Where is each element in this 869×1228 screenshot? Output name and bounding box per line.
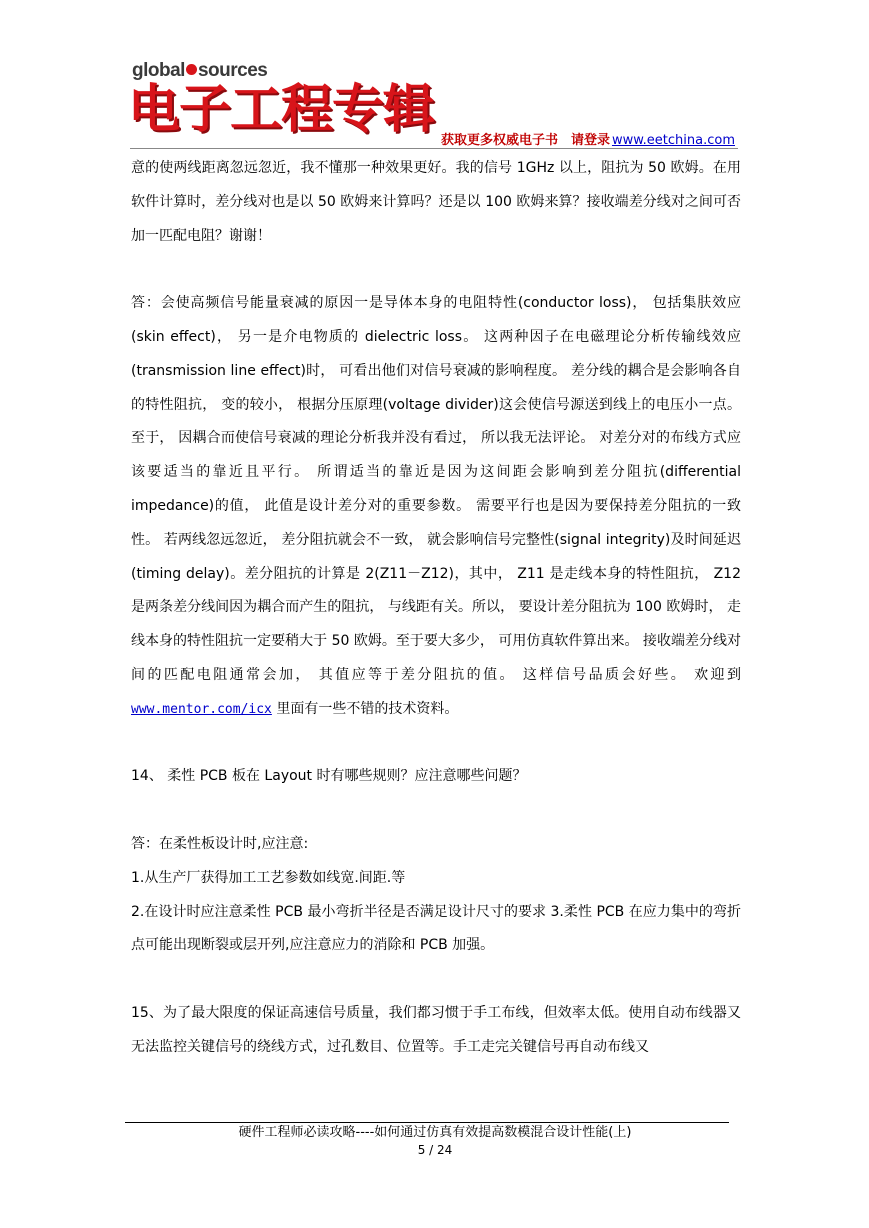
header-divider (130, 148, 738, 149)
logo-dot-icon (186, 64, 197, 75)
document-body (131, 152, 741, 1065)
header-url-link[interactable]: www.eetchina.com (611, 133, 735, 148)
footer-title: 硬件工程师必读攻略----如何通过仿真有效提高数模混合设计性能(上) (238, 1125, 632, 1140)
header-promo (441, 129, 735, 148)
answer-13-text: 答：会使高频信号能量衰减的原因一是导体本身的电阻特性(conductor loss)， 包括集肤效应(skin effect)， 另一是介电物质的 dielectric loss。 这两种因子在电磁理论分析传输线效应(transmission line effect)时， 可看出他们对信号衰减的影响程度。 差分线的耦合是会影响各自的特性阻抗， 变的较小， 根据分压原理(voltage divider)这会使信号源送到线上的电压小一点。 至于， 因耦合而使信号衰减的理论分析我并没有看过， 所以我无法评论。 对差分对的布线方式应该要适当的靠近且平行。 所谓适当的靠近是因为这间距会影响到差分阻抗(differential impedance)的值， 此值是设计差分对的重要参数。 需要平行也是因为要保持差分阻抗的一致性。 若两线忽远忽近， 差分阻抗就会不一致， 就会影响信号完整性(signal integrity)及时间延迟(timing delay)。差分阻抗的计算是 2(Z11－Z12)，其中， Z11 是走线本身的特性阻抗， Z12 是两条差分线间因为耦合而产生的阻抗， 与线距有关。所以， 要设计差分阻抗为 100 欧姆时， 走线本身的特性阻抗一定要稍大于 50 欧姆。至于要大多少， 可用仿真软件算出来。 接收端差分线对间的匹配电阻通常会加， 其值应等于差分阻抗的值。 这样信号品质会好些。 欢迎到 (131, 295, 741, 683)
eetchina-logo-title: 电子工程专辑 (128, 80, 435, 140)
footer-divider (125, 1122, 729, 1123)
question-14: 14、 柔性 PCB 板在 Layout 时有哪些规则？应注意哪些问题？ (131, 768, 527, 785)
page-number: 5 / 24 (417, 1143, 453, 1157)
answer-14-intro: 答：在柔性板设计时,应注意: (131, 835, 309, 852)
mentor-link[interactable]: www.mentor.com/icx (131, 701, 272, 717)
header-tagline: 获取更多权威电子书 请登录 (440, 133, 610, 148)
logo-word-global: global (132, 60, 185, 81)
answer-14-item-2: 2.在设计时应注意柔性 PCB 最小弯折半径是否满足设计尺寸的要求 3.柔性 PCB 在应力集中的弯折点可能出现断裂或层开列,应注意应力的消除和 PCB 加强。 (131, 903, 741, 954)
answer-14-item-1: 1.从生产厂获得加工工艺参数如线宽.间距.等 (131, 869, 406, 886)
page-header (0, 0, 869, 150)
paragraph-question-continued: 意的使两线距离忽远忽近，我不懂那一种效果更好。我的信号 1GHz 以上，阻抗为 50 欧姆。在用软件计算时，差分线对也是以 50 欧姆来计算吗？还是以 100 欧姆来算？接收端差分线对之间可否加一匹配电阻？谢谢！ (131, 160, 741, 244)
answer-13-tail: 里面有一些不错的技术资料。 (271, 700, 459, 717)
globalsources-logo (132, 60, 267, 82)
logo-word-sources: sources (197, 60, 268, 81)
question-15: 15、为了最大限度的保证高速信号质量，我们都习惯于手工布线，但效率太低。使用自动布线器又无法监控关键信号的绕线方式，过孔数目、位置等。手工走完关键信号再自动布线又 (131, 1004, 741, 1055)
paragraph-answer-13 (131, 287, 741, 726)
